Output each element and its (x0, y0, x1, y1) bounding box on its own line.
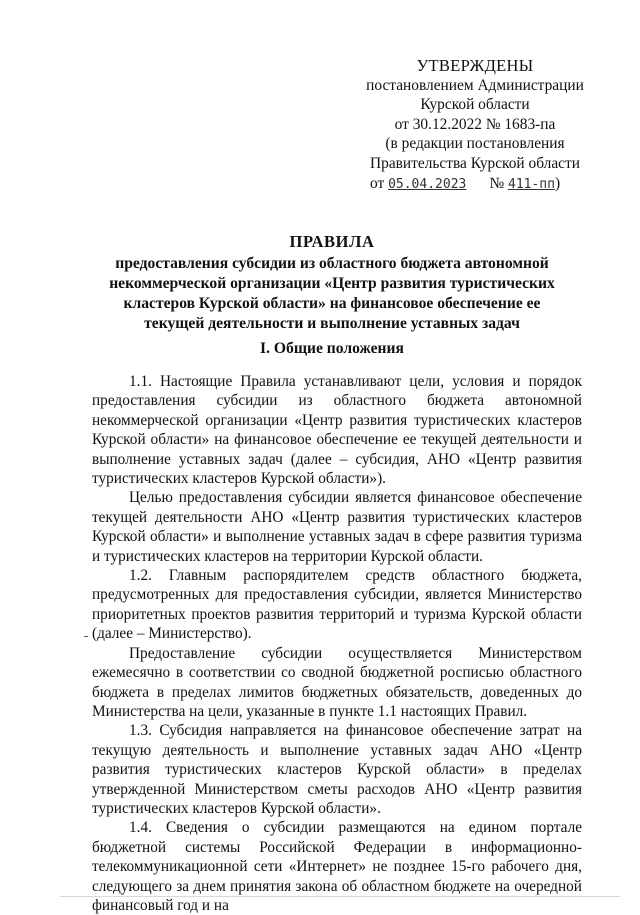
approval-line: (в редакции постановления (385, 135, 565, 153)
section-heading: I. Общие положения (260, 340, 404, 357)
approval-line: постановлением Администрации (366, 76, 584, 94)
approval-line: от 30.12.2022 № 1683-па (394, 115, 556, 133)
scan-mark (84, 636, 88, 637)
paragraph: Целью предоставления субсидии является финансовое обеспечение текущей деятельности АНО «Центр развития туристических кластеров Курской области» и выполнение уставных задач в сфере развития туризма и туристических кластеров на территории Курской области. (92, 489, 582, 565)
approval-line: Правительства Курской области (370, 154, 580, 172)
approval-title: УТВЕРЖДЕНЫ (416, 56, 534, 75)
paragraph: Предоставление субсидии осуществляется Министерством ежемесячно в соответствии со сводной бюджетной росписью областного бюджета в пределах лимитов бюджетных обязательств, доведенных до Министерства на цели, указанные в пункте 1.1 настоящих Правил. (92, 644, 582, 720)
paragraph: 1.1. Настоящие Правила устанавливают цели, условия и порядок предоставления субсидии из областного бюджета автономной некоммерческой организации «Центр развития туристических кластеров Курской области» на финансовое обеспечение ее текущей деятельности и выполнение уставных задач (далее – субсидия, АНО «Центр развития туристических кластеров Курской области»). (92, 373, 582, 488)
approval-block (360, 56, 590, 194)
paragraph: 1.2. Главным распорядителем средств областного бюджета, предусмотренных для предоставления субсидии, является Министерство приоритетных проектов развития территорий и туризма Курской области (далее – Министерство). (92, 567, 582, 643)
amendment-suffix: ) (554, 174, 561, 192)
scan-edge-line (60, 896, 620, 897)
amendment-date: 05.04.2023 (388, 176, 467, 192)
amendment-number-label: № (489, 174, 505, 192)
approval-line: Курской области (420, 96, 530, 114)
document-title-block (92, 232, 572, 334)
document-title: ПРАВИЛА (289, 232, 375, 251)
paragraph: 1.4. Сведения о субсидии размещаются на едином портале бюджетной системы Российской Федерации в информационно-телекоммуникационной сети «Интернет» не позднее 15-го рабочего дня, следующего за днем принятия закона об областном бюджете на очередной финансовый год и на (92, 819, 582, 914)
amendment-prefix: от (370, 174, 385, 192)
document-subtitle: предоставления субсидии из областного бюджета автономной некоммерческой организации «Центр развития туристических кластеров Курской области» на финансовое обеспечение ее текущей деятельности и выполнение уставных задач (109, 255, 555, 332)
amendment-line (360, 174, 590, 195)
body-text (92, 372, 582, 915)
amendment-number: 411-пп (508, 176, 555, 192)
paragraph: 1.3. Субсидия направляется на финансовое обеспечение затрат на текущую деятельность и выполнение уставных задач АНО «Центр развития туристических кластеров Курской области» в пределах утвержденной Министерством сметы расходов АНО «Центр развития туристических кластеров Курской области». (92, 722, 582, 817)
